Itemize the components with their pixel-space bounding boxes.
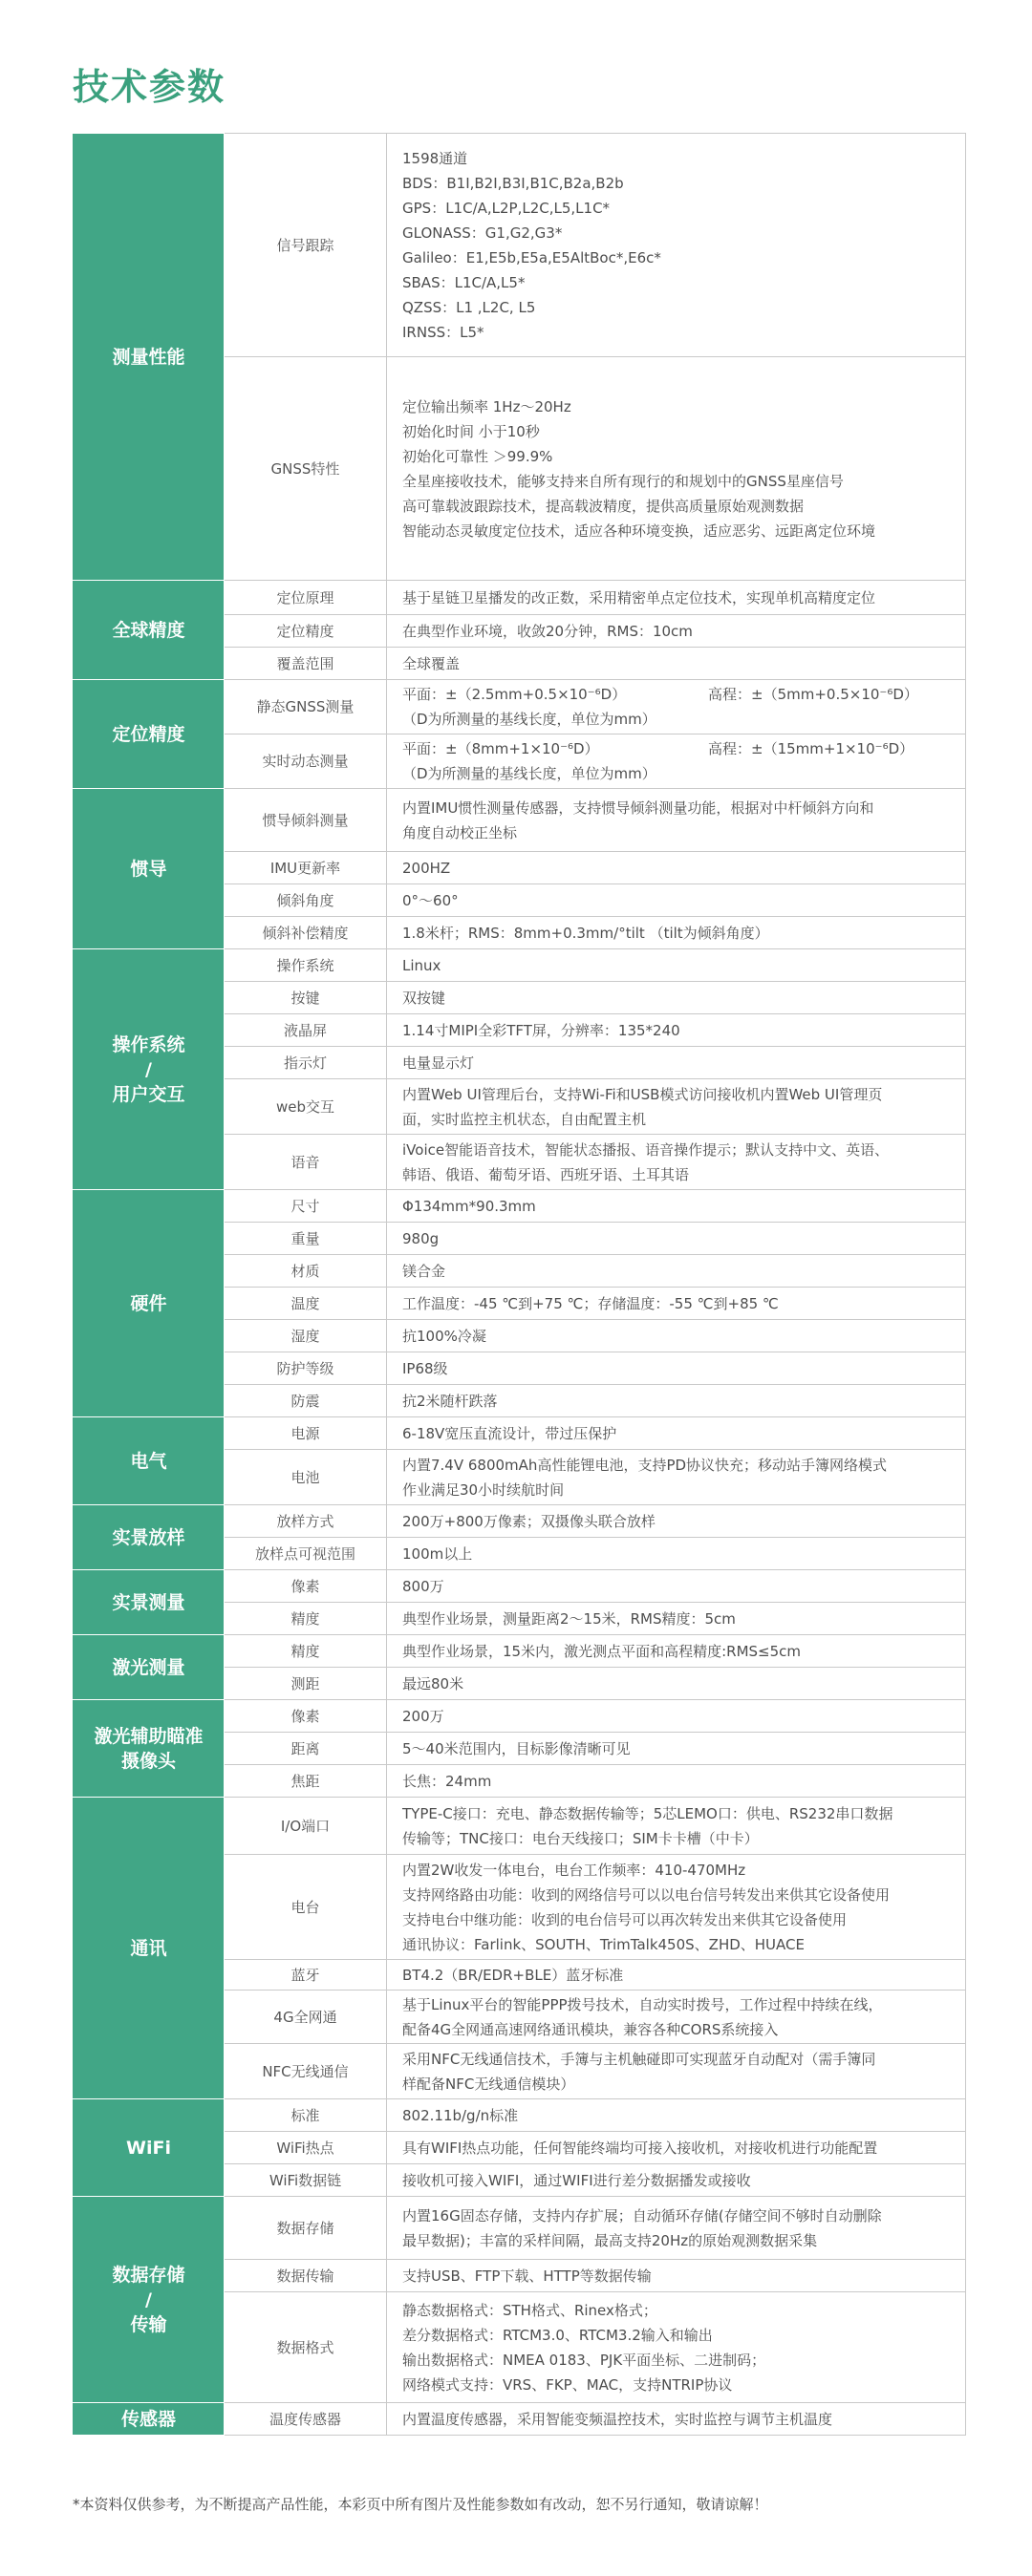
category-cell: 激光测量 bbox=[74, 1635, 225, 1700]
param-value: 内置7.4V 6800mAh高性能锂电池，支持PD协议快充；移动站手簿网络模式 作业满足30小时续航时间 bbox=[387, 1450, 966, 1505]
table-row bbox=[74, 1798, 966, 1855]
param-name: 信号跟踪 bbox=[225, 134, 387, 357]
param-name: 语音 bbox=[225, 1135, 387, 1190]
param-name: 测距 bbox=[225, 1668, 387, 1700]
param-name: 实时动态测量 bbox=[225, 734, 387, 789]
param-value: 长焦：24mm bbox=[387, 1765, 966, 1798]
param-value: 1.14寸MIPI全彩TFT屏，分辨率：135*240 bbox=[387, 1014, 966, 1047]
param-value: 基于星链卫星播发的改正数，采用精密单点定位技术，实现单机高精度定位 bbox=[387, 581, 966, 615]
param-value: 200HZ bbox=[387, 852, 966, 884]
accuracy-note: （D为所测量的基线长度，单位为mm） bbox=[402, 711, 656, 728]
category-cell: 实景放样 bbox=[74, 1505, 225, 1570]
table-row bbox=[74, 2099, 966, 2132]
param-value: 5～40米范围内，目标影像清晰可见 bbox=[387, 1733, 966, 1765]
table-row bbox=[74, 789, 966, 852]
param-name: 数据格式 bbox=[225, 2292, 387, 2403]
param-value: 具有WIFI热点功能，任何智能终端均可接入接收机，对接收机进行功能配置 bbox=[387, 2132, 966, 2164]
param-value: 全球覆盖 bbox=[387, 648, 966, 680]
param-name: 覆盖范围 bbox=[225, 648, 387, 680]
param-value: 内置Web UI管理后台，支持Wi-Fi和USB模式访问接收机内置Web UI管理页 面，实时监控主机状态，自由配置主机 bbox=[387, 1079, 966, 1135]
table-row bbox=[74, 2197, 966, 2260]
param-name: WiFi数据链 bbox=[225, 2164, 387, 2197]
category-cell: 测量性能 bbox=[74, 134, 225, 581]
param-name: 距离 bbox=[225, 1733, 387, 1765]
param-name: 防震 bbox=[225, 1385, 387, 1417]
param-name: 湿度 bbox=[225, 1320, 387, 1352]
param-name: NFC无线通信 bbox=[225, 2044, 387, 2099]
param-name: 精度 bbox=[225, 1603, 387, 1635]
param-name: 重量 bbox=[225, 1223, 387, 1255]
param-name: 指示灯 bbox=[225, 1047, 387, 1079]
param-name: 标准 bbox=[225, 2099, 387, 2132]
table-row bbox=[74, 680, 966, 734]
param-name: 蓝牙 bbox=[225, 1960, 387, 1991]
param-name: 倾斜补偿精度 bbox=[225, 917, 387, 949]
disclaimer-footnote: *本资料仅供参考，为不断提高产品性能，本彩页中所有图片及性能参数如有改动，恕不另行通知，敬请谅解！ bbox=[73, 2496, 768, 2513]
vertical-accuracy: 高程：±（15mm+1×10⁻⁶D） bbox=[708, 740, 914, 757]
param-name: 放样点可视范围 bbox=[225, 1538, 387, 1570]
param-name: 数据传输 bbox=[225, 2260, 387, 2292]
category-cell: 激光辅助瞄准 摄像头 bbox=[74, 1700, 225, 1798]
param-name: 倾斜角度 bbox=[225, 884, 387, 917]
table-row bbox=[74, 1190, 966, 1223]
param-name: I/O端口 bbox=[225, 1798, 387, 1855]
param-value: 980g bbox=[387, 1223, 966, 1255]
param-name: 惯导倾斜测量 bbox=[225, 789, 387, 852]
param-name: 防护等级 bbox=[225, 1352, 387, 1385]
param-name: 材质 bbox=[225, 1255, 387, 1288]
param-value: 接收机可接入WIFI，通过WIFI进行差分数据播发或接收 bbox=[387, 2164, 966, 2197]
category-cell: 数据存储 / 传输 bbox=[74, 2197, 225, 2403]
param-name: web交互 bbox=[225, 1079, 387, 1135]
param-value bbox=[387, 734, 966, 789]
param-name: 按键 bbox=[225, 982, 387, 1014]
param-name: 焦距 bbox=[225, 1765, 387, 1798]
param-value: 800万 bbox=[387, 1570, 966, 1603]
param-value: 1.8米杆；RMS：8mm+0.3mm/°tilt （tilt为倾斜角度） bbox=[387, 917, 966, 949]
param-value: 最远80米 bbox=[387, 1668, 966, 1700]
param-value: 200万 bbox=[387, 1700, 966, 1733]
param-value: 支持USB、FTP下载、HTTP等数据传输 bbox=[387, 2260, 966, 2292]
table-row bbox=[74, 134, 966, 357]
param-name: 温度传感器 bbox=[225, 2403, 387, 2436]
param-name: 精度 bbox=[225, 1635, 387, 1668]
category-cell: 操作系统 / 用户交互 bbox=[74, 949, 225, 1190]
table-row bbox=[74, 1700, 966, 1733]
param-value: 采用NFC无线通信技术，手簿与主机触碰即可实现蓝牙自动配对（需手簿同 样配备NFC无线通信模块） bbox=[387, 2044, 966, 2099]
param-value: 内置16G固态存储，支持内存扩展；自动循环存储(存储空间不够时自动删除 最早数据)；丰富的采样间隔，最高支持20Hz的原始观测数据采集 bbox=[387, 2197, 966, 2260]
param-value: 典型作业场景，15米内，激光测点平面和高程精度:RMS≤5cm bbox=[387, 1635, 966, 1668]
param-name: 电源 bbox=[225, 1417, 387, 1450]
param-name: 定位原理 bbox=[225, 581, 387, 615]
category-cell: 实景测量 bbox=[74, 1570, 225, 1635]
param-value: IP68级 bbox=[387, 1352, 966, 1385]
vertical-accuracy: 高程：±（5mm+0.5×10⁻⁶D） bbox=[708, 686, 918, 703]
param-name: 放样方式 bbox=[225, 1505, 387, 1538]
param-name: 静态GNSS测量 bbox=[225, 680, 387, 734]
param-name: 数据存储 bbox=[225, 2197, 387, 2260]
table-row bbox=[74, 1417, 966, 1450]
param-value: 基于Linux平台的智能PPP拨号技术，自动实时拨号，工作过程中持续在线， 配备4G全网通高速网络通讯模块，兼容各种CORS系统接入 bbox=[387, 1991, 966, 2044]
table-row bbox=[74, 1570, 966, 1603]
table-row bbox=[74, 1505, 966, 1538]
category-cell: 传感器 bbox=[74, 2403, 225, 2436]
category-cell: 全球精度 bbox=[74, 581, 225, 680]
param-value: 静态数据格式：STH格式、Rinex格式； 差分数据格式：RTCM3.0、RTCM3.2输入和输出 输出数据格式：NMEA 0183、PJK平面坐标、二进制码； 网络模式支持：VRS、FKP、MAC，支持NTRIP协议 bbox=[387, 2292, 966, 2403]
param-value: 100m以上 bbox=[387, 1538, 966, 1570]
accuracy-note: （D为所测量的基线长度，单位为mm） bbox=[402, 765, 656, 782]
param-value bbox=[387, 680, 966, 734]
param-value: 内置2W收发一体电台，电台工作频率：410-470MHz 支持网络路由功能：收到的网络信号可以以电台信号转发出来供其它设备使用 支持电台中继功能：收到的电台信号可以再次转发出来供其它设备使用 通讯协议：Farlink、SOUTH、TrimTalk450S、ZHD、HUACE bbox=[387, 1855, 966, 1960]
table-row bbox=[74, 1635, 966, 1668]
param-value: 内置温度传感器，采用智能变频温控技术，实时监控与调节主机温度 bbox=[387, 2403, 966, 2436]
page-title: 技术参数 bbox=[73, 66, 226, 108]
param-value: 802.11b/g/n标准 bbox=[387, 2099, 966, 2132]
param-name: 尺寸 bbox=[225, 1190, 387, 1223]
param-value: TYPE-C接口：充电、静态数据传输等；5芯LEMO口：供电、RS232串口数据 传输等；TNC接口：电台天线接口；SIM卡卡槽（中卡） bbox=[387, 1798, 966, 1855]
category-cell: 惯导 bbox=[74, 789, 225, 949]
param-name: GNSS特性 bbox=[225, 357, 387, 581]
category-cell: 通讯 bbox=[74, 1798, 225, 2099]
category-cell: 定位精度 bbox=[74, 680, 225, 789]
param-name: 像素 bbox=[225, 1570, 387, 1603]
param-value: iVoice智能语音技术，智能状态播报、语音操作提示；默认支持中文、英语、 韩语、俄语、葡萄牙语、西班牙语、土耳其语 bbox=[387, 1135, 966, 1190]
table-row bbox=[74, 949, 966, 982]
param-value: 200万+800万像素；双摄像头联合放样 bbox=[387, 1505, 966, 1538]
category-cell: 硬件 bbox=[74, 1190, 225, 1417]
param-value: 抗2米随杆跌落 bbox=[387, 1385, 966, 1417]
category-cell: WiFi bbox=[74, 2099, 225, 2197]
param-name: 温度 bbox=[225, 1288, 387, 1320]
table-row bbox=[74, 2403, 966, 2436]
param-value: 1598通道 BDS：B1I,B2I,B3I,B1C,B2a,B2b GPS：L1C/A,L2P,L2C,L5,L1C* GLONASS：G1,G2,G3* Galileo：E1,E5b,E5a,E5AltBoc*,E6c* SBAS：L1C/A,L5* QZSS：L1 ,L2C, L5 IRNSS：L5* bbox=[387, 134, 966, 357]
horizontal-accuracy: 平面：±（2.5mm+0.5×10⁻⁶D） bbox=[402, 686, 627, 703]
param-name: 像素 bbox=[225, 1700, 387, 1733]
param-value: 在典型作业环境，收敛20分钟，RMS：10cm bbox=[387, 615, 966, 648]
param-value: 典型作业场景，测量距离2～15米，RMS精度：5cm bbox=[387, 1603, 966, 1635]
spec-table bbox=[73, 133, 966, 2436]
param-value: 镁合金 bbox=[387, 1255, 966, 1288]
category-cell: 电气 bbox=[74, 1417, 225, 1505]
param-value: 0°～60° bbox=[387, 884, 966, 917]
param-name: 液晶屏 bbox=[225, 1014, 387, 1047]
param-name: IMU更新率 bbox=[225, 852, 387, 884]
param-value: 双按键 bbox=[387, 982, 966, 1014]
horizontal-accuracy: 平面：±（8mm+1×10⁻⁶D） bbox=[402, 740, 599, 757]
param-value: 6-18V宽压直流设计，带过压保护 bbox=[387, 1417, 966, 1450]
table-row bbox=[74, 581, 966, 615]
param-name: 4G全网通 bbox=[225, 1991, 387, 2044]
param-value: BT4.2（BR/EDR+BLE）蓝牙标准 bbox=[387, 1960, 966, 1991]
param-value: 抗100%冷凝 bbox=[387, 1320, 966, 1352]
param-value: Φ134mm*90.3mm bbox=[387, 1190, 966, 1223]
param-value: 内置IMU惯性测量传感器，支持惯导倾斜测量功能，根据对中杆倾斜方向和 角度自动校正坐标 bbox=[387, 789, 966, 852]
param-value: 工作温度：-45 ℃到+75 ℃；存储温度：-55 ℃到+85 ℃ bbox=[387, 1288, 966, 1320]
param-name: 定位精度 bbox=[225, 615, 387, 648]
param-name: 电台 bbox=[225, 1855, 387, 1960]
param-name: 操作系统 bbox=[225, 949, 387, 982]
param-name: 电池 bbox=[225, 1450, 387, 1505]
param-value: 电量显示灯 bbox=[387, 1047, 966, 1079]
param-value: 定位输出频率 1Hz～20Hz 初始化时间 小于10秒 初始化可靠性 ＞99.9% 全星座接收技术，能够支持来自所有现行的和规划中的GNSS星座信号 高可靠载波跟踪技术，提高载波精度，提供高质量原始观测数据 智能动态灵敏度定位技术，适应各种环境变换，适应恶劣、远距离定位环境 bbox=[387, 357, 966, 581]
param-value: Linux bbox=[387, 949, 966, 982]
param-name: WiFi热点 bbox=[225, 2132, 387, 2164]
